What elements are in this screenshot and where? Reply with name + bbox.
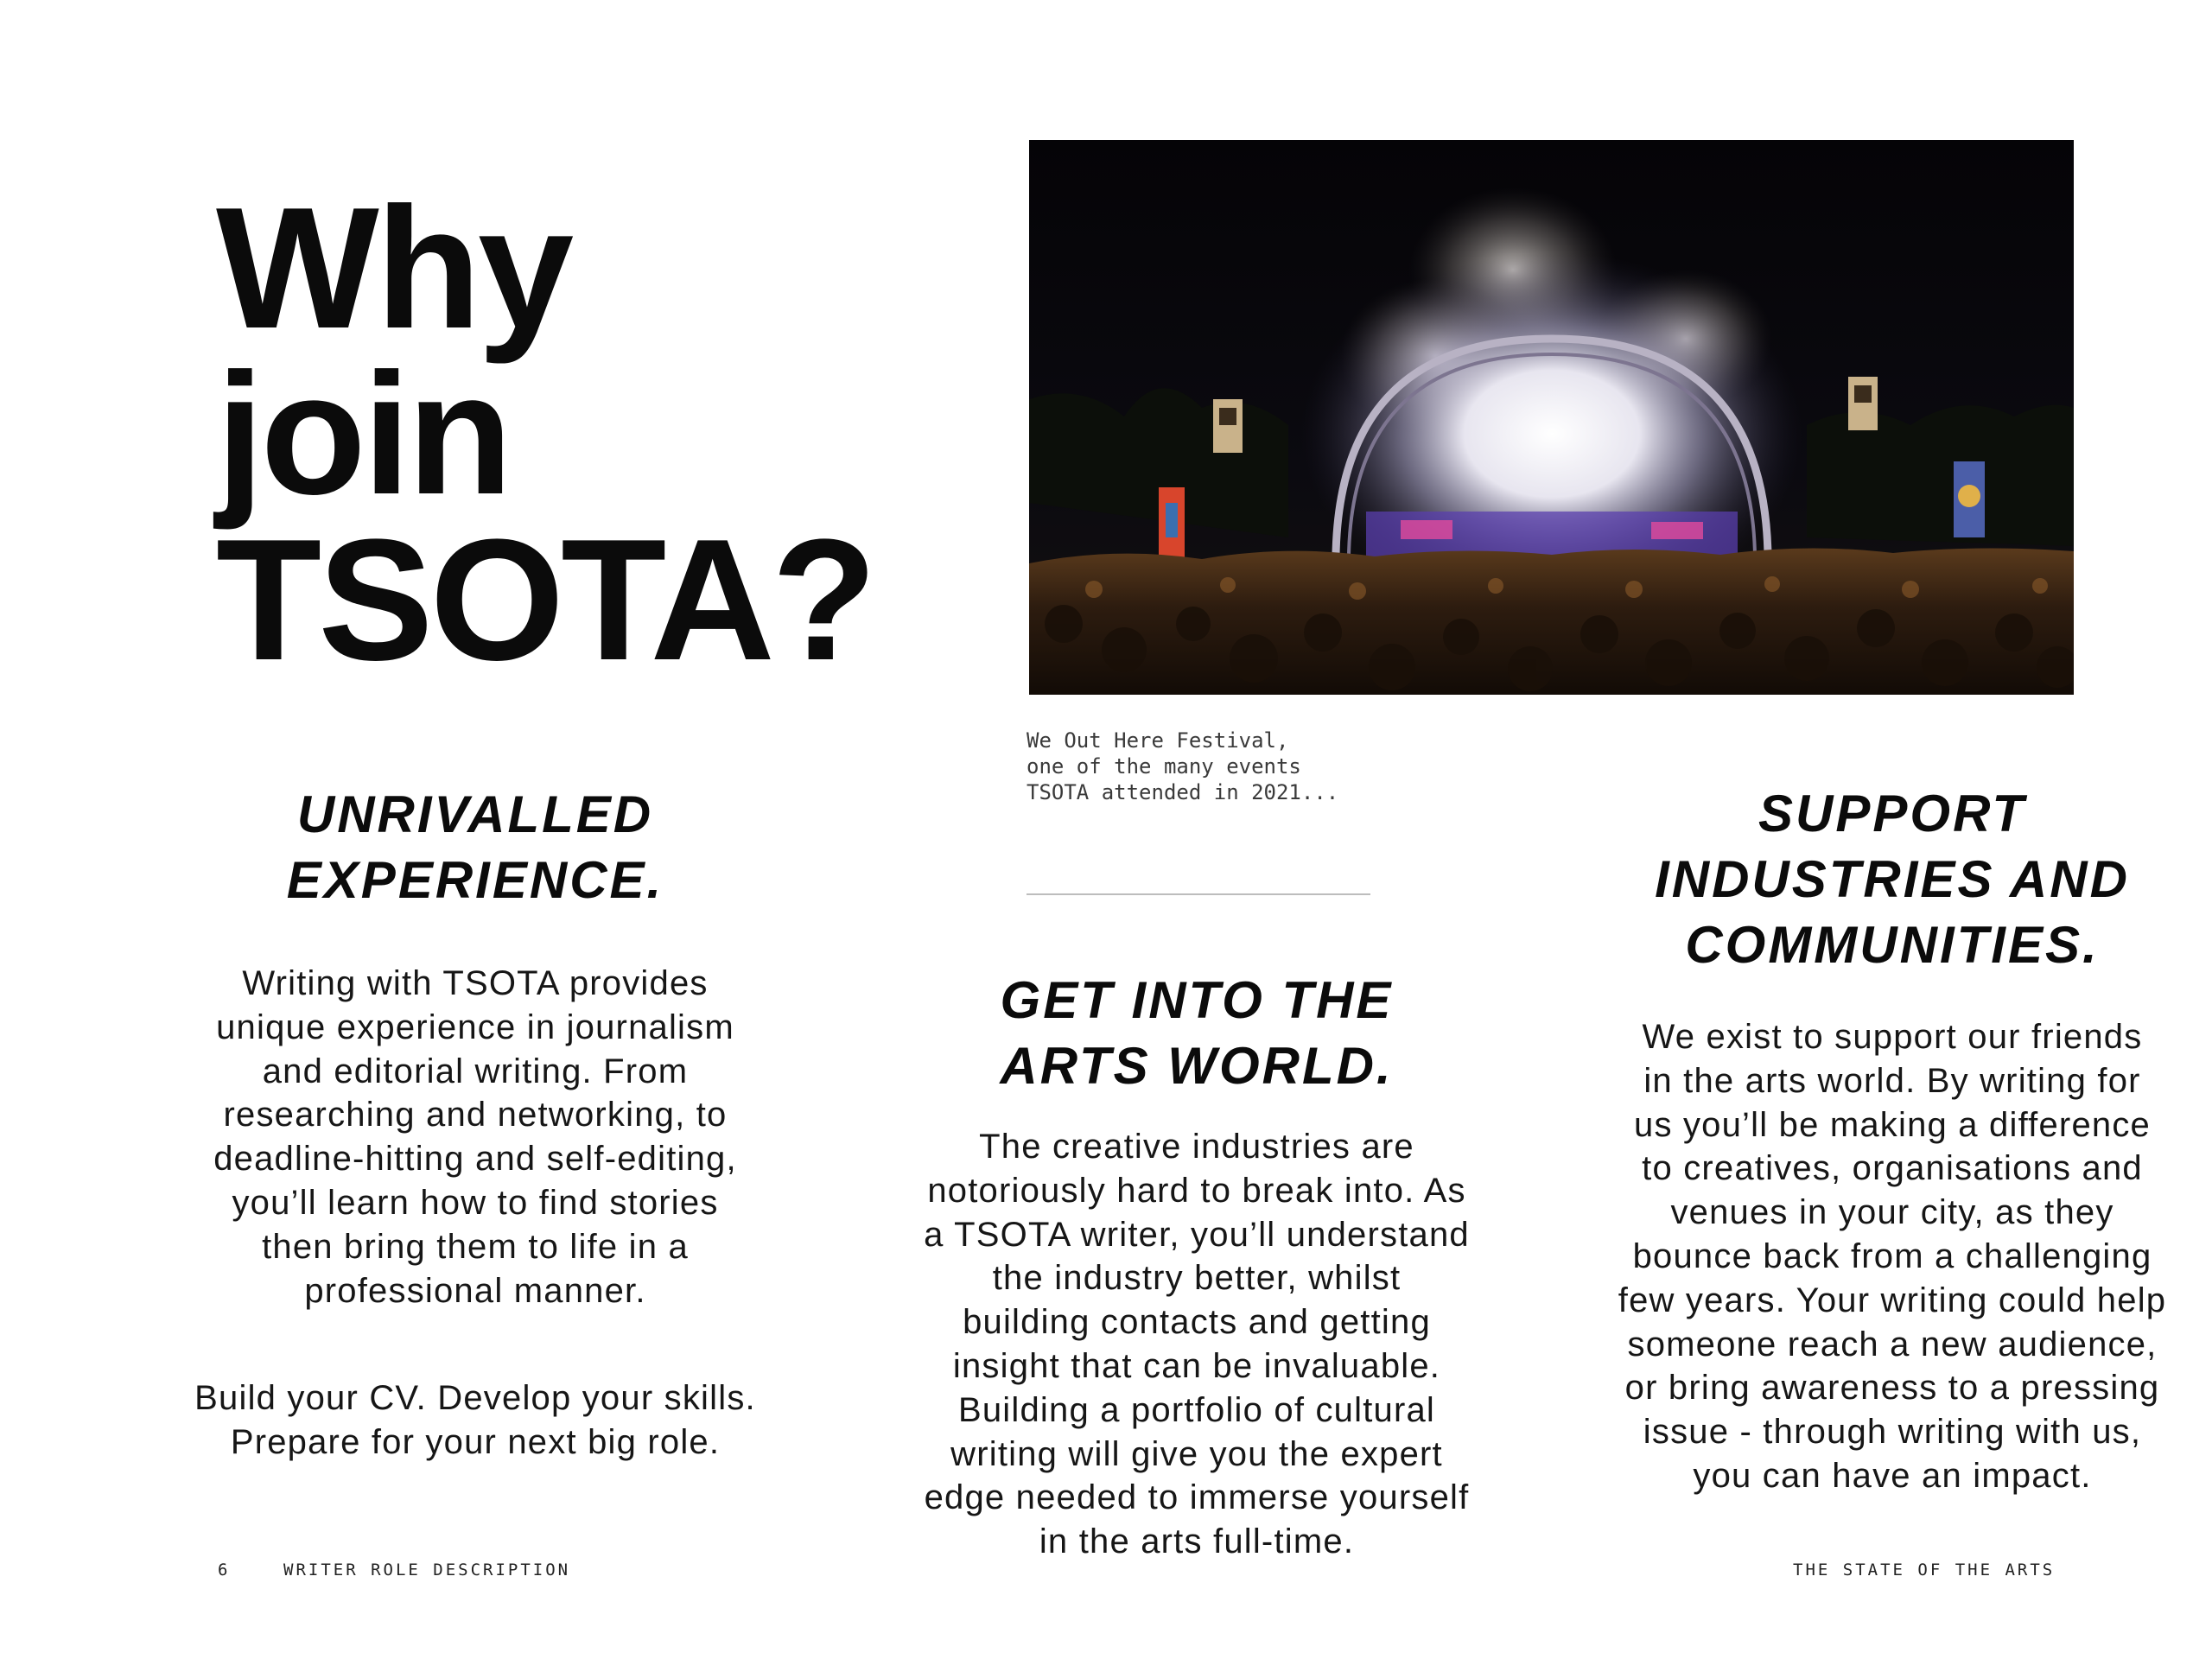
body-line: us you’ll be making a difference	[1634, 1105, 2151, 1144]
festival-stage-illustration	[1029, 140, 2074, 695]
photo-caption	[1027, 728, 1389, 805]
body-line: We exist to support our friends	[1642, 1018, 2143, 1056]
body-line: you’ll learn how to find stories	[232, 1183, 719, 1222]
heading-line: SUPPORT	[1758, 785, 2026, 842]
body-line: Writing with TSOTA provides	[242, 964, 709, 1002]
body-line: Building a portfolio of cultural	[957, 1390, 1436, 1429]
section-heading-arts-world	[886, 968, 1508, 1099]
heading-line: GET INTO THE	[1000, 971, 1394, 1029]
body-line: or bring awareness to a pressing	[1624, 1369, 2160, 1408]
headline-line-1: Why	[216, 172, 571, 365]
body-line: and editorial writing. From	[262, 1052, 689, 1090]
caption-line-3: TSOTA attended in 2021...	[1027, 780, 1339, 804]
body-line: writing will give you the expert	[950, 1434, 1443, 1473]
section-body-communities	[1573, 1015, 2212, 1498]
section-body-experience	[164, 962, 786, 1313]
footer-document-title: WRITER ROLE DESCRIPTION	[283, 1560, 571, 1580]
body-line: deadline-hitting and self-editing,	[213, 1140, 737, 1179]
body-line: The creative industries are	[979, 1128, 1414, 1166]
body-line: professional manner.	[304, 1271, 646, 1310]
heading-line: INDUSTRIES AND	[1655, 850, 2130, 908]
caption-line-2: one of the many events	[1027, 754, 1301, 779]
body-line: in the arts world. By writing for	[1643, 1061, 2141, 1100]
heading-line: ARTS WORLD.	[1000, 1037, 1394, 1095]
body-line: in the arts full-time.	[1039, 1522, 1355, 1561]
caption-divider	[1027, 893, 1370, 895]
body-line: then bring them to life in a	[262, 1227, 689, 1266]
footer-publication-name: THE STATE OF THE ARTS	[1793, 1560, 2056, 1580]
body-line: researching and networking, to	[223, 1096, 728, 1135]
body-line: issue - through writing with us,	[1643, 1413, 2142, 1452]
festival-photo	[1029, 140, 2074, 695]
heading-line: EXPERIENCE.	[286, 851, 664, 909]
body-line: building contacts and getting	[963, 1303, 1431, 1342]
body-line: you can have an impact.	[1693, 1456, 2092, 1495]
heading-line: UNRIVALLED	[296, 785, 654, 843]
body-line: venues in your city, as they	[1670, 1193, 2114, 1232]
body-line: to creatives, organisations and	[1642, 1149, 2143, 1188]
section-heading-experience	[164, 782, 786, 913]
body-line: someone reach a new audience,	[1627, 1325, 2158, 1363]
body-line: unique experience in journalism	[216, 1007, 734, 1046]
body-line: few years. Your writing could help	[1618, 1281, 2167, 1319]
body-line: insight that can be invaluable.	[952, 1346, 1441, 1385]
body-line: the industry better, whilst	[992, 1259, 1402, 1298]
body-line: edge needed to immerse yourself	[924, 1478, 1470, 1517]
heading-line: COMMUNITIES.	[1685, 916, 2100, 974]
headline-line-2: join	[216, 338, 510, 531]
page-headline	[216, 172, 874, 696]
section-tagline-experience	[164, 1376, 786, 1465]
body-line: notoriously hard to break into. As	[927, 1171, 1466, 1210]
headline-line-3: TSOTA?	[216, 504, 874, 696]
page-number: 6	[218, 1560, 231, 1580]
tagline-line: Prepare for your next big role.	[230, 1422, 721, 1461]
tagline-line: Build your CV. Develop your skills.	[194, 1379, 756, 1417]
body-line: a TSOTA writer, you’ll understand	[924, 1215, 1470, 1254]
section-body-arts-world	[886, 1125, 1508, 1564]
caption-line-1: We Out Here Festival,	[1027, 728, 1289, 753]
section-heading-communities	[1573, 781, 2212, 978]
body-line: bounce back from a challenging	[1632, 1236, 2152, 1275]
